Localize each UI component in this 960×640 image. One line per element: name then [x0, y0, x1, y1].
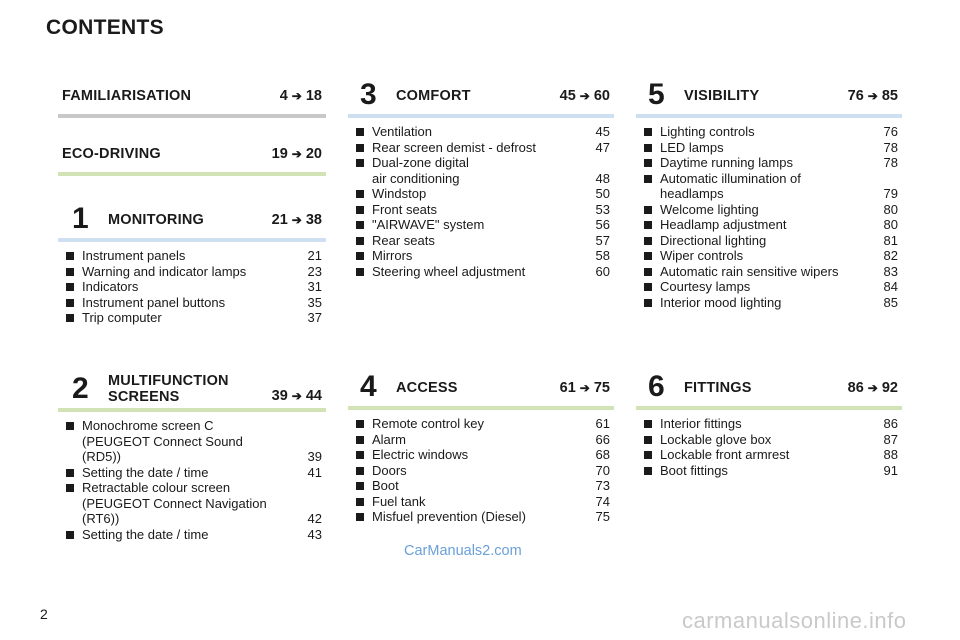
bullet-square-icon: [356, 144, 364, 152]
arrow-right-icon: ➔: [579, 381, 590, 395]
item-page-number: 31: [307, 279, 322, 294]
section-comfort: [348, 74, 614, 279]
page-range: 39 ➔ 44: [271, 388, 322, 404]
section-rule: [348, 114, 614, 118]
item-label: Automatic illumination of headlamps: [660, 170, 801, 201]
item-page-number: 79: [883, 186, 898, 201]
item-page-number: 21: [307, 248, 322, 263]
item-page-number: 78: [883, 155, 898, 170]
item-page-number: 80: [883, 217, 898, 232]
item-label: "AIRWAVE" system: [372, 217, 485, 232]
item-label: Windstop: [372, 186, 427, 201]
item-list: [58, 418, 326, 542]
section-familiarisation: [58, 74, 326, 118]
item-page-number: 80: [883, 201, 898, 217]
bullet-square-icon: [66, 252, 74, 260]
section-title: ECO-DRIVING: [62, 146, 161, 162]
list-item[interactable]: [636, 217, 902, 233]
bullet-square-icon: [644, 221, 652, 229]
item-page-number: 76: [883, 124, 898, 139]
section-rule: [58, 408, 326, 412]
arrow-right-icon: ➔: [867, 381, 878, 395]
bullet-square-icon: [356, 498, 364, 506]
page-range: 21 ➔ 38: [271, 212, 322, 228]
section-title: FITTINGS: [684, 380, 752, 396]
list-item[interactable]: [58, 248, 326, 264]
item-page-number: 81: [883, 232, 898, 248]
item-label: Courtesy lamps: [660, 279, 751, 294]
item-label: Misfuel prevention (Diesel): [372, 509, 526, 524]
section-fittings: [636, 366, 902, 478]
section-title: ACCESS: [396, 380, 458, 396]
section-number: 1: [72, 202, 89, 235]
page-range: 86 ➔ 92: [847, 380, 898, 396]
bullet-square-icon: [644, 436, 652, 444]
section-title: VISIBILITY: [684, 88, 760, 104]
bullet-square-icon: [644, 237, 652, 245]
item-label: Wiper controls: [660, 248, 744, 263]
watermark[interactable]: CarManuals2.com: [404, 543, 522, 559]
page-range: 76 ➔ 85: [847, 88, 898, 104]
item-page-number: 37: [307, 310, 322, 325]
bullet-square-icon: [66, 283, 74, 291]
item-page-number: 75: [595, 509, 610, 524]
page-range: 45 ➔ 60: [559, 88, 610, 104]
item-page-number: 83: [883, 263, 898, 279]
item-label: Remote control key: [372, 416, 484, 431]
list-item[interactable]: [58, 480, 326, 527]
list-item[interactable]: [348, 264, 614, 280]
bullet-square-icon: [356, 128, 364, 136]
item-page-number: 56: [595, 217, 610, 232]
page-range: 19 ➔ 20: [271, 146, 322, 162]
item-page-number: 73: [595, 478, 610, 493]
section-rule: [636, 406, 902, 410]
item-page-number: 35: [307, 294, 322, 310]
item-label: Mirrors: [372, 248, 413, 263]
section-rule: [636, 114, 902, 118]
list-item[interactable]: [636, 233, 902, 249]
item-label: Boot fittings: [660, 462, 728, 478]
item-label: Boot: [372, 478, 399, 493]
list-item[interactable]: [58, 279, 326, 295]
list-item[interactable]: [58, 465, 326, 481]
section-access: [348, 366, 614, 525]
bullet-square-icon: [644, 420, 652, 428]
arrow-right-icon: ➔: [291, 89, 302, 103]
bullet-square-icon: [356, 436, 364, 444]
section-number: 3: [360, 78, 377, 111]
arrow-right-icon: ➔: [291, 147, 302, 161]
bullet-square-icon: [356, 190, 364, 198]
bullet-square-icon: [644, 451, 652, 459]
section-eco-driving: [58, 132, 326, 176]
item-page-number: 60: [595, 263, 610, 279]
item-page-number: 74: [595, 493, 610, 509]
bullet-square-icon: [644, 268, 652, 276]
bullet-square-icon: [644, 144, 652, 152]
item-label: Setting the date / time: [82, 464, 209, 480]
list-item[interactable]: [58, 264, 326, 280]
list-item[interactable]: [348, 202, 614, 218]
item-list: [58, 248, 326, 326]
bullet-square-icon: [644, 159, 652, 167]
arrow-right-icon: ➔: [867, 89, 878, 103]
item-page-number: 50: [595, 186, 610, 201]
list-item[interactable]: [348, 509, 614, 525]
section-title: MONITORING: [108, 212, 204, 228]
item-label: Rear seats: [372, 232, 435, 248]
list-item[interactable]: [348, 233, 614, 249]
list-item[interactable]: [636, 155, 902, 171]
bullet-square-icon: [644, 206, 652, 214]
item-page-number: 57: [595, 232, 610, 248]
item-page-number: 66: [595, 431, 610, 447]
bullet-square-icon: [356, 467, 364, 475]
bullet-square-icon: [644, 252, 652, 260]
list-item[interactable]: [348, 217, 614, 233]
list-item[interactable]: [58, 527, 326, 543]
bullet-square-icon: [356, 159, 364, 167]
item-page-number: 78: [883, 139, 898, 155]
list-item[interactable]: [636, 248, 902, 264]
item-label: Retractable colour screen (PEUGEOT Connect Navigation (RT6)): [82, 480, 267, 526]
item-page-number: 42: [307, 511, 322, 526]
item-label: Alarm: [372, 431, 406, 447]
list-item[interactable]: [348, 248, 614, 264]
list-item[interactable]: [348, 140, 614, 156]
item-label: Lighting controls: [660, 124, 755, 139]
item-page-number: 43: [307, 526, 322, 542]
list-item[interactable]: [58, 418, 326, 465]
bullet-square-icon: [644, 467, 652, 475]
list-item[interactable]: [636, 416, 902, 432]
bullet-square-icon: [356, 221, 364, 229]
item-page-number: 91: [883, 462, 898, 478]
section-title: COMFORT: [396, 88, 471, 104]
item-page-number: 23: [307, 263, 322, 279]
item-list: [636, 416, 902, 478]
item-label: Monochrome screen C (PEUGEOT Connect Sound (RD5)): [82, 418, 243, 464]
item-label: Interior fittings: [660, 416, 742, 431]
section-number: 6: [648, 370, 665, 403]
item-label: Front seats: [372, 201, 438, 217]
section-number: 5: [648, 78, 665, 111]
item-label: Indicators: [82, 279, 139, 294]
bullet-square-icon: [644, 175, 652, 183]
arrow-right-icon: ➔: [291, 213, 302, 227]
item-label: Headlamp adjustment: [660, 217, 787, 232]
item-label: Daytime running lamps: [660, 155, 793, 170]
list-item[interactable]: [348, 494, 614, 510]
section-title: FAMILIARISATION: [62, 88, 192, 104]
list-item[interactable]: [636, 202, 902, 218]
item-page-number: 70: [595, 462, 610, 478]
list-item[interactable]: [348, 447, 614, 463]
bullet-square-icon: [66, 531, 74, 539]
item-list: [348, 124, 614, 279]
page-title: CONTENTS: [46, 16, 164, 39]
arrow-right-icon: ➔: [579, 89, 590, 103]
item-page-number: 47: [595, 139, 610, 155]
bullet-square-icon: [356, 482, 364, 490]
bullet-square-icon: [66, 469, 74, 477]
section-rule: [58, 114, 326, 118]
page-range: 61 ➔ 75: [559, 380, 610, 396]
bullet-square-icon: [66, 484, 74, 492]
section-multifunction-screens: [58, 368, 326, 542]
item-label: Lockable glove box: [660, 431, 772, 447]
bullet-square-icon: [356, 252, 364, 260]
list-item[interactable]: [348, 124, 614, 140]
item-label: Instrument panel buttons: [82, 294, 226, 310]
list-item[interactable]: [348, 186, 614, 202]
list-item[interactable]: [348, 432, 614, 448]
bullet-square-icon: [644, 283, 652, 291]
item-label: Electric windows: [372, 447, 469, 462]
list-item[interactable]: [636, 140, 902, 156]
item-page-number: 85: [883, 294, 898, 310]
bullet-square-icon: [356, 268, 364, 276]
item-page-number: 45: [595, 124, 610, 139]
item-label: Automatic rain sensitive wipers: [660, 263, 839, 279]
item-label: Trip computer: [82, 310, 162, 325]
bullet-square-icon: [356, 237, 364, 245]
list-item[interactable]: [636, 463, 902, 479]
bullet-square-icon: [356, 206, 364, 214]
bullet-square-icon: [66, 299, 74, 307]
list-item[interactable]: [636, 279, 902, 295]
item-page-number: 82: [883, 248, 898, 263]
section-monitoring: [58, 198, 326, 326]
item-label: Doors: [372, 462, 407, 478]
bullet-square-icon: [644, 299, 652, 307]
item-label: Ventilation: [372, 124, 432, 139]
item-label: Welcome lighting: [660, 201, 759, 217]
bullet-square-icon: [66, 422, 74, 430]
list-item[interactable]: [636, 295, 902, 311]
bullet-square-icon: [356, 513, 364, 521]
list-item[interactable]: [348, 463, 614, 479]
item-label: Setting the date / time: [82, 526, 209, 542]
item-page-number: 61: [595, 416, 610, 431]
item-list: [348, 416, 614, 525]
footer-brand: carmanualsonline.info: [682, 608, 907, 633]
item-label: Directional lighting: [660, 232, 767, 248]
list-item[interactable]: [348, 416, 614, 432]
item-label: Lockable front armrest: [660, 447, 790, 462]
item-label: Rear screen demist - defrost: [372, 139, 537, 155]
section-title: MULTIFUNCTION SCREENS: [108, 373, 229, 405]
item-page-number: 41: [307, 464, 322, 480]
item-list: [636, 124, 902, 310]
item-page-number: 87: [883, 431, 898, 447]
arrow-right-icon: ➔: [291, 389, 302, 403]
item-label: LED lamps: [660, 139, 724, 155]
list-item[interactable]: [636, 432, 902, 448]
item-page-number: 58: [595, 248, 610, 263]
page-number: 2: [40, 606, 48, 622]
page-range: 4 ➔ 18: [279, 88, 322, 104]
bullet-square-icon: [644, 128, 652, 136]
item-page-number: 48: [595, 170, 610, 186]
list-item[interactable]: [636, 171, 902, 202]
section-visibility: [636, 74, 902, 310]
list-item[interactable]: [636, 264, 902, 280]
item-page-number: 53: [595, 201, 610, 217]
item-label: Fuel tank: [372, 493, 426, 509]
item-page-number: 88: [883, 447, 898, 462]
item-label: Dual-zone digital air conditioning: [372, 155, 469, 186]
item-page-number: 84: [883, 279, 898, 294]
item-page-number: 39: [307, 449, 322, 464]
item-page-number: 68: [595, 447, 610, 462]
item-page-number: 86: [883, 416, 898, 431]
section-number: 2: [72, 372, 89, 405]
bullet-square-icon: [356, 451, 364, 459]
list-item[interactable]: [348, 478, 614, 494]
bullet-square-icon: [356, 420, 364, 428]
section-number: 4: [360, 370, 377, 403]
section-rule: [58, 238, 326, 242]
item-label: Warning and indicator lamps: [82, 263, 247, 279]
list-item[interactable]: [636, 447, 902, 463]
list-item[interactable]: [636, 124, 902, 140]
list-item[interactable]: [58, 310, 326, 326]
section-rule: [58, 172, 326, 176]
bullet-square-icon: [66, 268, 74, 276]
bullet-square-icon: [66, 314, 74, 322]
item-label: Instrument panels: [82, 248, 186, 263]
section-rule: [348, 406, 614, 410]
list-item[interactable]: [58, 295, 326, 311]
item-label: Steering wheel adjustment: [372, 263, 526, 279]
list-item[interactable]: [348, 155, 614, 186]
item-label: Interior mood lighting: [660, 294, 782, 310]
